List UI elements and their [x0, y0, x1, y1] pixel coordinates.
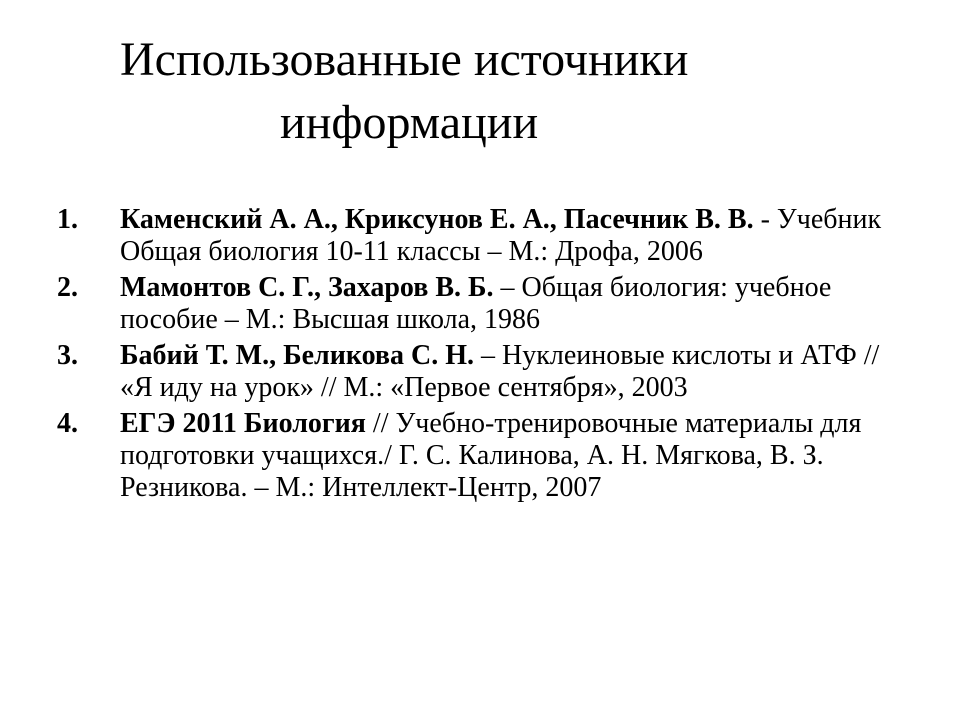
reference-number: 3. [57, 340, 78, 371]
reference-text [120, 408, 910, 504]
reference-text [120, 340, 910, 404]
reference-item-3 [0, 340, 960, 404]
reference-authors: ЕГЭ 2011 Биология [120, 408, 366, 439]
reference-details: – Общая биология: учебное пособие – М.: Высшая школа, 1986 [120, 272, 832, 335]
reference-text [120, 204, 910, 268]
reference-details: - Учебник Общая биология 10-11 классы – М.: Дрофа, 2006 [120, 204, 882, 267]
reference-item-1 [0, 204, 960, 268]
reference-details: // Учебно-тренировочные материалы для подготовки учащихся./ Г. С. Калинова, А. Н. Мягкова, В. З. Резникова. – М.: Интеллект-Центр, 2007 [120, 408, 862, 503]
slide-title-line-2: информации [280, 96, 539, 149]
reference-item-4 [0, 408, 960, 504]
reference-number: 4. [57, 408, 78, 439]
reference-number: 2. [57, 272, 78, 303]
reference-authors: Бабий Т. М., Беликова С. Н. [120, 340, 475, 371]
reference-details: – Нуклеиновые кислоты и АТФ // «Я иду на урок» // М.: «Первое сентября», 2003 [120, 340, 880, 403]
slide-title-line-1: Использованные источники [120, 33, 689, 86]
reference-authors: Мамонтов С. Г., Захаров В. Б. [120, 272, 494, 303]
reference-number: 1. [57, 204, 78, 235]
reference-list [0, 204, 960, 508]
reference-authors: Каменский А. А., Криксунов Е. А., Пасечник В. В. [120, 204, 754, 235]
reference-text [120, 272, 910, 336]
reference-item-2 [0, 272, 960, 336]
